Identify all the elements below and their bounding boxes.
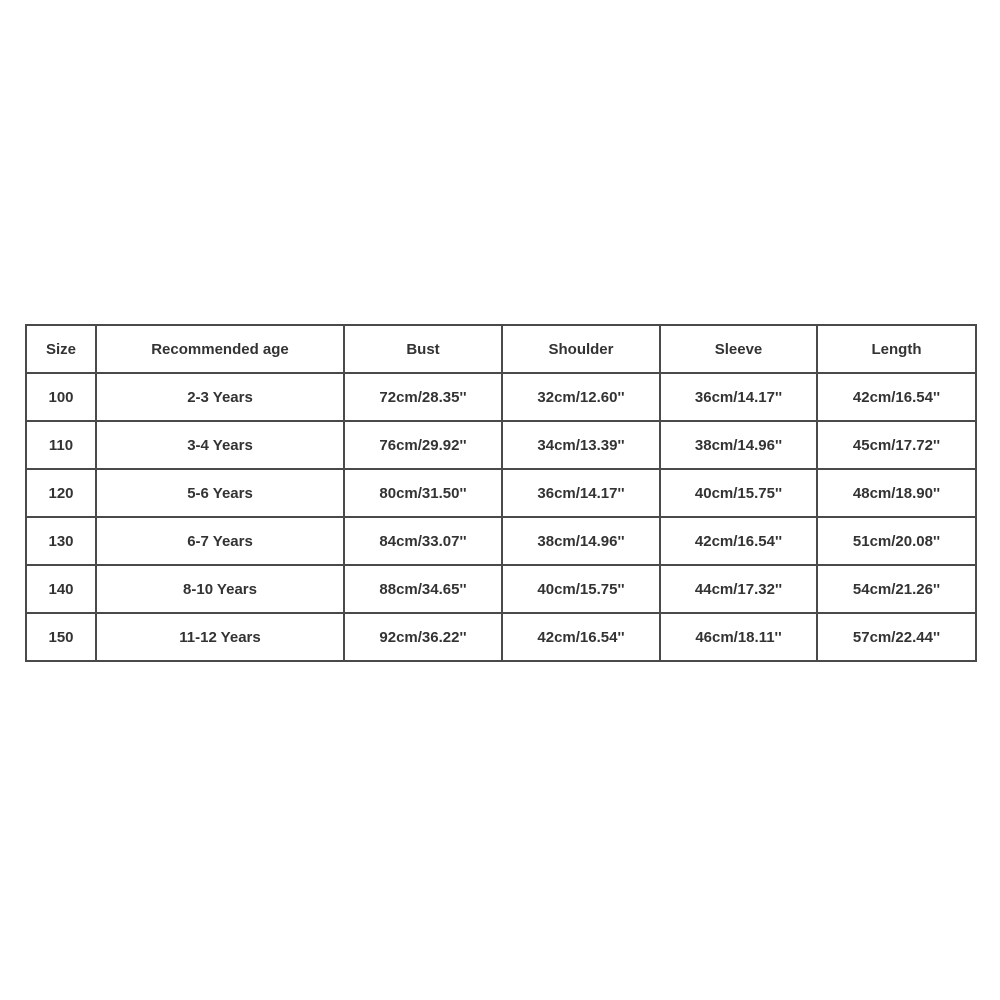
cell-recommended-age: 8-10 Years (97, 566, 345, 614)
table-row (27, 614, 977, 662)
cell-shoulder: 32cm/12.60'' (503, 374, 661, 422)
cell-size: 100 (27, 374, 97, 422)
cell-bust: 80cm/31.50'' (345, 470, 503, 518)
cell-shoulder: 38cm/14.96'' (503, 518, 661, 566)
cell-recommended-age: 3-4 Years (97, 422, 345, 470)
header-length: Length (818, 326, 977, 374)
cell-length: 45cm/17.72'' (818, 422, 977, 470)
cell-bust: 88cm/34.65'' (345, 566, 503, 614)
table-row (27, 470, 977, 518)
table-row (27, 422, 977, 470)
header-size: Size (27, 326, 97, 374)
cell-recommended-age: 11-12 Years (97, 614, 345, 662)
cell-size: 120 (27, 470, 97, 518)
cell-sleeve: 36cm/14.17'' (661, 374, 818, 422)
cell-sleeve: 38cm/14.96'' (661, 422, 818, 470)
cell-size: 150 (27, 614, 97, 662)
cell-length: 54cm/21.26'' (818, 566, 977, 614)
cell-recommended-age: 2-3 Years (97, 374, 345, 422)
cell-length: 57cm/22.44'' (818, 614, 977, 662)
cell-bust: 72cm/28.35'' (345, 374, 503, 422)
header-recommended-age: Recommended age (97, 326, 345, 374)
cell-bust: 84cm/33.07'' (345, 518, 503, 566)
cell-size: 110 (27, 422, 97, 470)
cell-bust: 76cm/29.92'' (345, 422, 503, 470)
cell-shoulder: 40cm/15.75'' (503, 566, 661, 614)
cell-shoulder: 34cm/13.39'' (503, 422, 661, 470)
cell-length: 51cm/20.08'' (818, 518, 977, 566)
cell-recommended-age: 5-6 Years (97, 470, 345, 518)
cell-shoulder: 42cm/16.54'' (503, 614, 661, 662)
header-sleeve: Sleeve (661, 326, 818, 374)
table-row (27, 518, 977, 566)
cell-shoulder: 36cm/14.17'' (503, 470, 661, 518)
cell-sleeve: 46cm/18.11'' (661, 614, 818, 662)
cell-size: 140 (27, 566, 97, 614)
cell-sleeve: 42cm/16.54'' (661, 518, 818, 566)
cell-sleeve: 44cm/17.32'' (661, 566, 818, 614)
cell-length: 42cm/16.54'' (818, 374, 977, 422)
table-header-row (27, 326, 977, 374)
header-bust: Bust (345, 326, 503, 374)
cell-size: 130 (27, 518, 97, 566)
cell-length: 48cm/18.90'' (818, 470, 977, 518)
cell-recommended-age: 6-7 Years (97, 518, 345, 566)
table-row (27, 566, 977, 614)
cell-bust: 92cm/36.22'' (345, 614, 503, 662)
cell-sleeve: 40cm/15.75'' (661, 470, 818, 518)
table-row (27, 374, 977, 422)
size-chart-table (25, 324, 977, 662)
header-shoulder: Shoulder (503, 326, 661, 374)
